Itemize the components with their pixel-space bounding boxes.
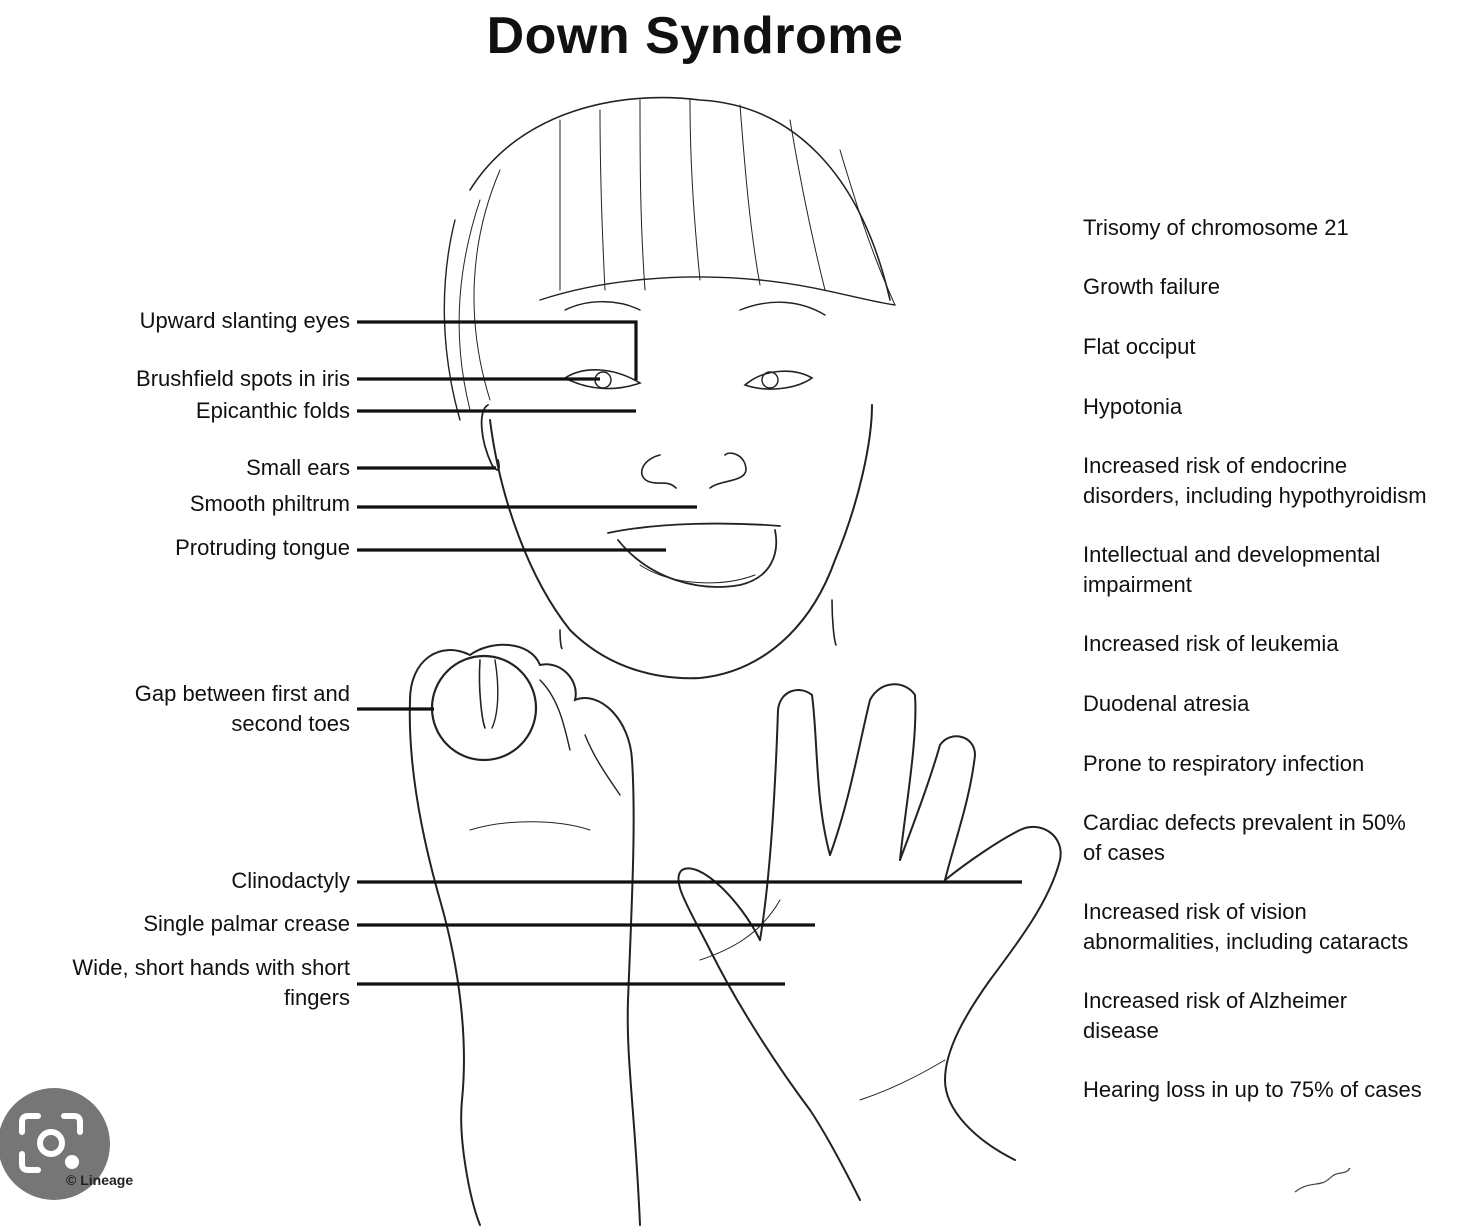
label-small-ears <box>246 453 350 483</box>
feature-line: abnormalities, including cataracts <box>1083 929 1409 954</box>
feature-item <box>1083 689 1249 719</box>
feature-line: Prone to respiratory infection <box>1083 751 1365 776</box>
feature-item <box>1083 897 1408 957</box>
label-line: Brushfield spots in iris <box>136 366 350 391</box>
feature-line: Duodenal atresia <box>1083 691 1250 716</box>
label-brushfield-spots <box>136 364 350 394</box>
feature-item <box>1083 332 1196 362</box>
feature-line: Increased risk of leukemia <box>1083 631 1339 656</box>
label-line: fingers <box>283 985 350 1010</box>
feature-line: Intellectual and developmental <box>1083 542 1381 567</box>
hand-drawing <box>678 684 1060 1200</box>
feature-line: Hearing loss in up to 75% of cases <box>1083 1077 1422 1102</box>
label-upward-slanting-eyes <box>140 306 350 336</box>
feature-line: Flat occiput <box>1083 334 1196 359</box>
label-line: Clinodactyly <box>231 868 350 893</box>
label-line: Single palmar crease <box>143 911 350 936</box>
feature-line: of cases <box>1083 840 1165 865</box>
leader-lines <box>357 322 1022 984</box>
credit-text: © Lineage <box>66 1172 134 1188</box>
label-line: Upward slanting eyes <box>139 308 350 333</box>
feature-line: Increased risk of endocrine <box>1083 453 1348 478</box>
feature-line: disorders, including hypothyroidism <box>1083 483 1427 508</box>
label-line: Gap between first and <box>134 681 350 706</box>
feature-line: Hypotonia <box>1083 394 1183 419</box>
label-toe-gap <box>135 679 350 739</box>
label-line: Protruding tongue <box>175 535 350 560</box>
label-protruding-tongue <box>175 533 350 563</box>
feature-item <box>1083 392 1182 422</box>
label-wide-short-hands <box>72 953 350 1013</box>
feature-line: Cardiac defects prevalent in 50% <box>1083 810 1406 835</box>
label-smooth-philtrum <box>190 489 350 519</box>
label-epicanthic-folds <box>196 396 350 426</box>
feature-item <box>1083 213 1349 243</box>
feature-line: Increased risk of vision <box>1083 899 1307 924</box>
foot-drawing <box>410 645 640 1225</box>
feature-item <box>1083 1075 1422 1105</box>
feature-item <box>1083 272 1220 302</box>
label-single-palmar-crease <box>143 909 350 939</box>
feature-item <box>1083 629 1339 659</box>
feature-line: Increased risk of Alzheimer <box>1083 988 1348 1013</box>
artist-signature <box>1295 1168 1350 1192</box>
feature-item <box>1083 986 1347 1046</box>
label-line: Epicanthic folds <box>195 398 350 423</box>
feature-line: Growth failure <box>1083 274 1220 299</box>
feature-item <box>1083 540 1380 600</box>
lens-glyph <box>16 1110 92 1176</box>
feature-item <box>1083 451 1427 511</box>
label-line: second toes <box>231 711 350 736</box>
label-line: Small ears <box>246 455 350 480</box>
feature-line: impairment <box>1083 572 1192 597</box>
label-clinodactyly <box>231 866 350 896</box>
feature-item <box>1083 808 1406 868</box>
feature-item <box>1083 749 1364 779</box>
label-line: Smooth philtrum <box>189 491 350 516</box>
label-line: Wide, short hands with short <box>72 955 350 980</box>
feature-line: Trisomy of chromosome 21 <box>1083 215 1349 240</box>
diagram-title: Down Syndrome <box>486 7 904 65</box>
feature-line: disease <box>1083 1018 1159 1043</box>
face-drawing <box>444 98 895 679</box>
